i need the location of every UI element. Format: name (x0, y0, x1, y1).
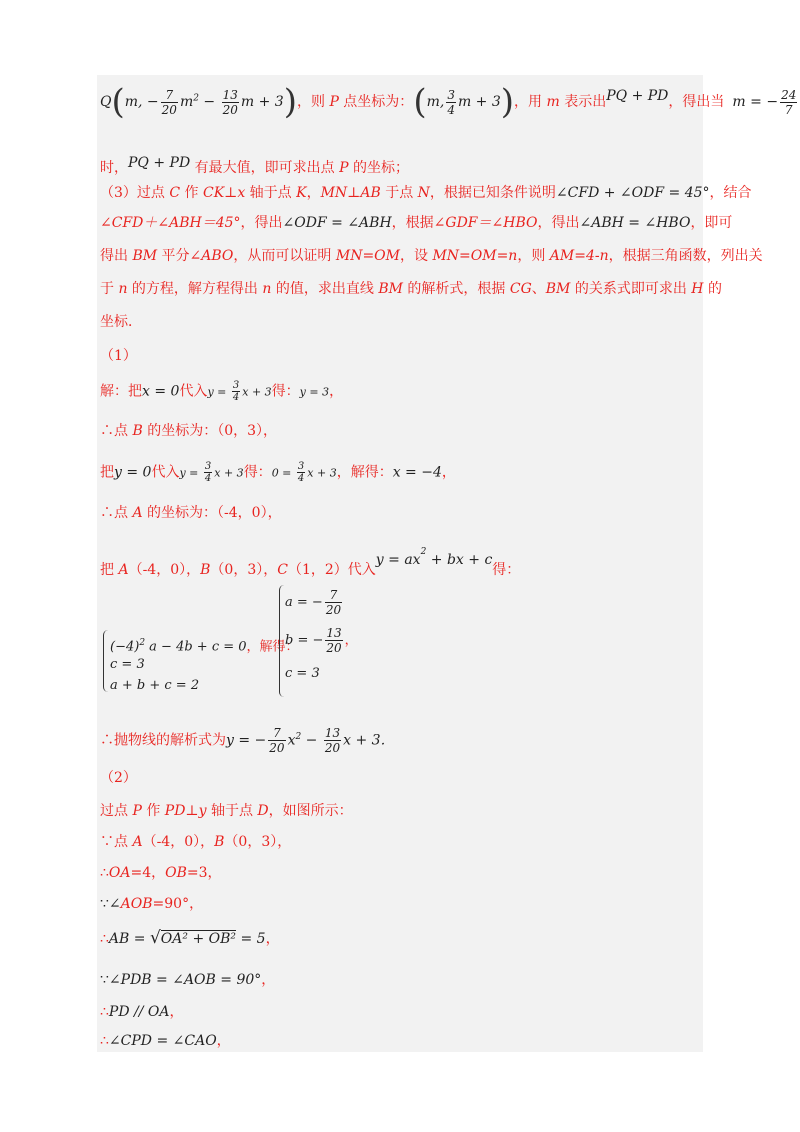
line-max-value: 时，PQ + PD 有最大值，即可求出点 P 的坐标； (100, 155, 409, 176)
part2-line3: ∴OA=4，OB=3， (100, 865, 222, 881)
para3-line4: 于 n 的方程，解方程得出 n 的值，求出直线 BM 的解析式，根据 CG、BM 的关系式即可求出 H 的 (100, 281, 722, 297)
line-q-coordinates: Q(m, − $\frac{7}{20}$ $m^2$ − $\frac{13}{20}$ m + 3)，则 P 点坐标为：(m, $\frac{3}{4}$ m + 3)，用 m 表示出PQ + PD，得出当 m = − $\frac{24}{7}$ (100, 82, 797, 122)
para3-line1: （3）过点 C 作 CK⊥x 轴于点 K，MN⊥AB 于点 N，根据已知条件说明∠CFD + ∠ODF = 45°，结合 (100, 185, 752, 201)
system-eq3: a + b + c = 2 (110, 678, 200, 693)
part1-step3: 把y = 0代入y = $\frac{3}{4}$ x + 3得：0 = $\frac{3}{4}$ x + 3，解得：x = −4， (100, 461, 456, 484)
solution-a: a = − $\frac{7}{20}$ (285, 588, 342, 617)
solution-b: b = − $\frac{13}{20}$ ， (285, 626, 358, 655)
solution-brace (279, 585, 284, 697)
part2-line2: ∵点 A（-4，0），B（0，3）， (100, 834, 292, 850)
part1-label: （1） (100, 348, 137, 364)
para3-line2: ∠CFD＋∠ABH＝45°，得出∠ODF = ∠ABH，根据∠GDF＝∠HBO，得出∠ABH = ∠HBO，即可 (100, 215, 733, 231)
fraction: $\frac{7}{20}$ (161, 87, 177, 117)
part1-step1: 解：把x = 0代入y = $\frac{3}{4}$ x + 3得：y = 3， (100, 380, 344, 403)
system-brace (103, 630, 108, 692)
system-eq1: $(-4)^2$ a − 4b + c = 0，解得： (110, 638, 299, 655)
part2-line4: ∵∠AOB=90°， (100, 896, 204, 912)
system-eq2: c = 3 (110, 657, 145, 672)
para3-line5: 坐标． (100, 314, 142, 330)
part1-step5: 把 A（-4，0），B（0，3），C（1，2）代入$y = ax^2$ + bx + c得： (100, 547, 521, 578)
part1-result: ∴抛物线的解析式为y = − $\frac{7}{20}$ $x^2$ − $\frac{13}{20}$ x + 3． (100, 726, 395, 755)
part1-point-a: ∴点 A 的坐标为：（-4，0）， (100, 505, 282, 521)
part2-line7: ∴PD // OA， (100, 1004, 184, 1020)
para3-line3: 得出 BM 平分∠ABO，从而可以证明 MN=OM，设 MN=OM=n，则 AM=4-n，根据三角函数，列出关 (100, 248, 763, 264)
part2-label: （2） (100, 770, 137, 786)
part2-line1: 过点 P 作 PD⊥y 轴于点 D，如图所示： (100, 803, 353, 819)
part2-line5: ∴AB = √OA² + OB² = 5， (100, 928, 280, 948)
part2-line8: ∴∠CPD = ∠CAO， (100, 1033, 231, 1049)
solution-c: c = 3 (285, 666, 320, 681)
part1-point-b: ∴点 B 的坐标为：（0，3）， (100, 423, 278, 439)
part2-line6: ∵∠PDB = ∠AOB = 90°， (100, 972, 276, 988)
